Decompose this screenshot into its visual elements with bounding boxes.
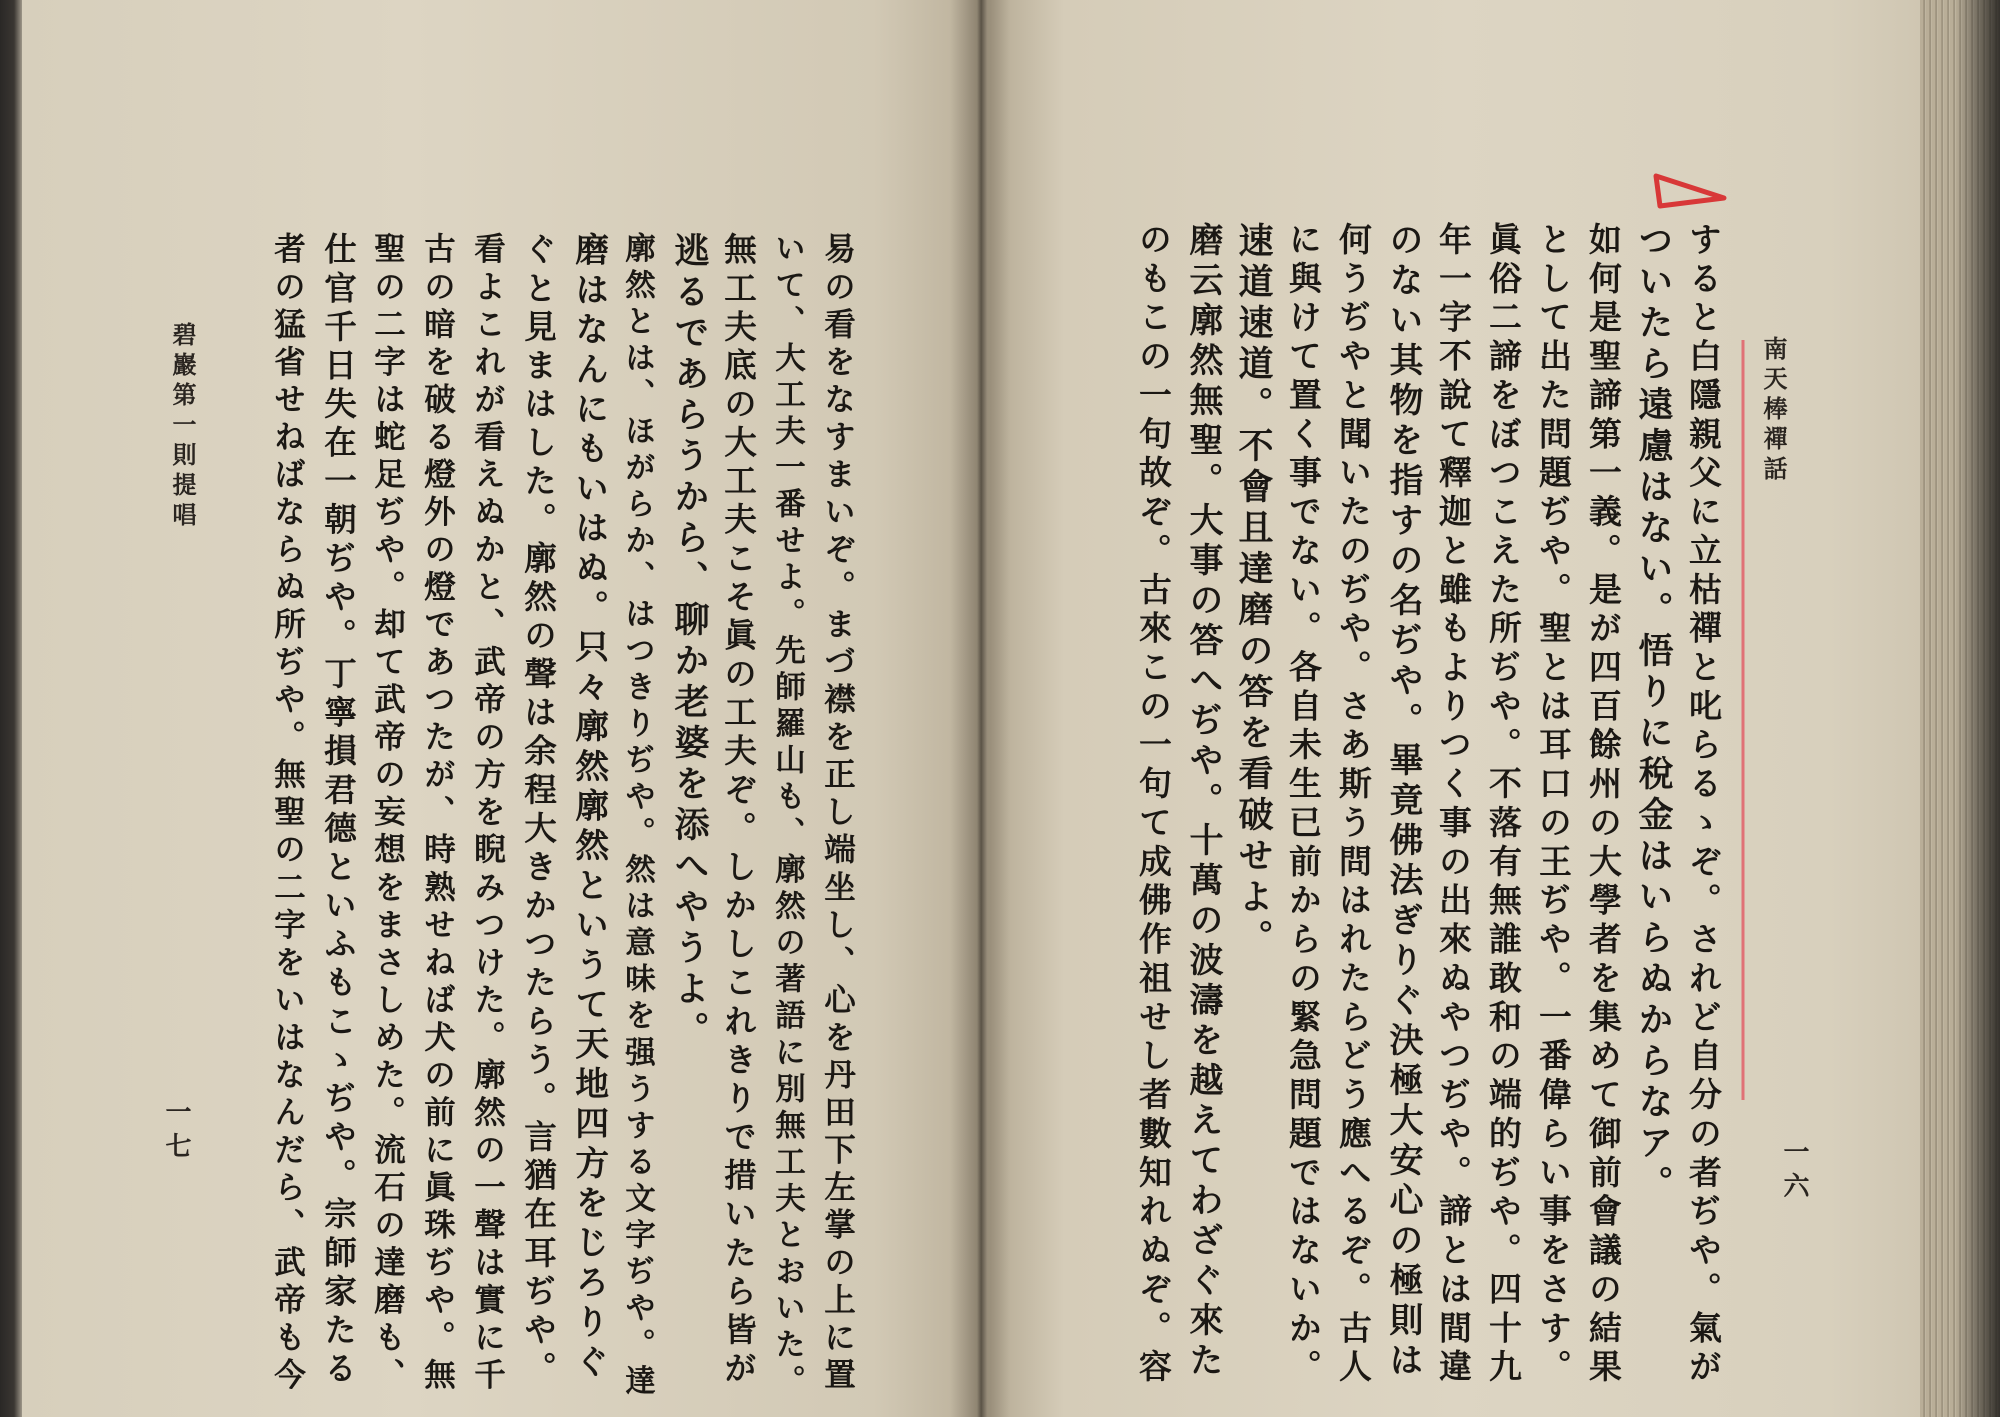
text-column-left-9: 古の暗を破る燈外の燈であつたが、時熟せねば犬の前に眞珠ぢや。無	[419, 232, 457, 1396]
text-column-right-8: 何うぢやと聞いたのぢや。さあ斯う問はれたらどう應へるぞ。古人	[1333, 222, 1373, 1389]
text-column-left-5: 廓然とは、ほがらか、はつきりぢや。然は意味を强うする文字ぢや。達	[619, 232, 656, 1402]
text-column-right-2: ついたら遠慮はない。悟りに稅金はいらぬからなア。	[1633, 222, 1674, 1206]
text-column-right-4: として出た問題ぢや。聖とは耳口の王ぢや。一番偉らい事をさす。	[1533, 222, 1573, 1389]
text-column-right-6: 年一字不說て釋迦と雖もよりつく事の出來ぬやつぢや。諦とは間違	[1433, 222, 1473, 1389]
text-column-left-8: 看よこれが看えぬかと、武帝の方を睨みつけた。廓然の一聲は實に千	[469, 232, 507, 1396]
text-column-left-3: 無工夫底の大工夫こそ眞の工夫ぞ。しかしこれきりで措いたら皆が	[719, 232, 759, 1390]
text-column-right-5: 眞俗二諦をぼつこえた所ぢや。不落有無誰敢和の端的ぢや。四十九	[1483, 222, 1523, 1389]
text-column-right-7: のない其物を指すの名ぢや。畢竟佛法ぎりぐ決極大安心の極則は	[1383, 222, 1423, 1382]
text-column-left-4: 逃るであらうから、聊か老婆を添へやうよ。	[669, 232, 710, 1052]
running-title-left: 碧巖第一則提唱	[168, 322, 197, 532]
text-column-left-12: 者の猛省せねばならぬ所ぢや。無聖の二字をいはなんだら、武帝も今	[269, 232, 307, 1396]
text-column-right-9: に與けて置く事でない。各自未生已前からの緊急問題ではないか。	[1283, 222, 1323, 1389]
text-column-right-3: 如何是聖諦第一義。是が四百餘州の大學者を集めて御前會議の結果	[1583, 222, 1623, 1389]
page-number-left: 一七	[161, 1098, 191, 1166]
text-column-right-1: すると白隱親父に立枯禪と叱らるゝぞ。されど自分の者ぢや。氣が	[1683, 222, 1723, 1389]
text-column-right-11: 磨云廓然無聖。大事の答へぢや。十萬の波濤を越えてわざぐ來た	[1183, 222, 1223, 1382]
text-column-left-10: 聖の二字は蛇足ぢや。却て武帝の妄想をまさしめた。流石の達磨も、	[369, 232, 407, 1396]
book-gutter	[950, 0, 1010, 1417]
page-edges-shadow	[1955, 0, 2000, 1417]
text-column-left-7: ぐと見まはした。廓然の聲は余程大きかつたらう。言猶在耳ぢや。	[519, 232, 559, 1390]
text-column-right-10: 速道速道。不會且達磨の答を看破せよ。	[1233, 222, 1274, 960]
red-pencil-triangle	[1650, 168, 1730, 210]
text-column-left-6: 磨はなんにもいはぬ。只々廓然廓然というて天地四方をじろりぐ	[569, 232, 610, 1384]
page-number-right: 一六	[1779, 1138, 1809, 1206]
text-column-left-11: 仕官千日失在一朝ぢや。丁寧損君德といふもこゝぢや。宗師家たる	[319, 232, 359, 1390]
text-column-left-2: いて、大工夫一番せよ。先師羅山も、廓然の著語に別無工夫とおいた。	[769, 232, 806, 1402]
text-column-left-1: 易の看をなすまいぞ。まづ襟を正し端坐し、心を丹田下左掌の上に置	[819, 232, 857, 1396]
running-title-right: 南天棒禪話	[1759, 336, 1788, 486]
text-column-right-12: のもこの一句故ぞ。古來この一句て成佛作祖せし者數知れぬぞ。容	[1133, 222, 1173, 1389]
red-pencil-line	[1740, 340, 1746, 1100]
